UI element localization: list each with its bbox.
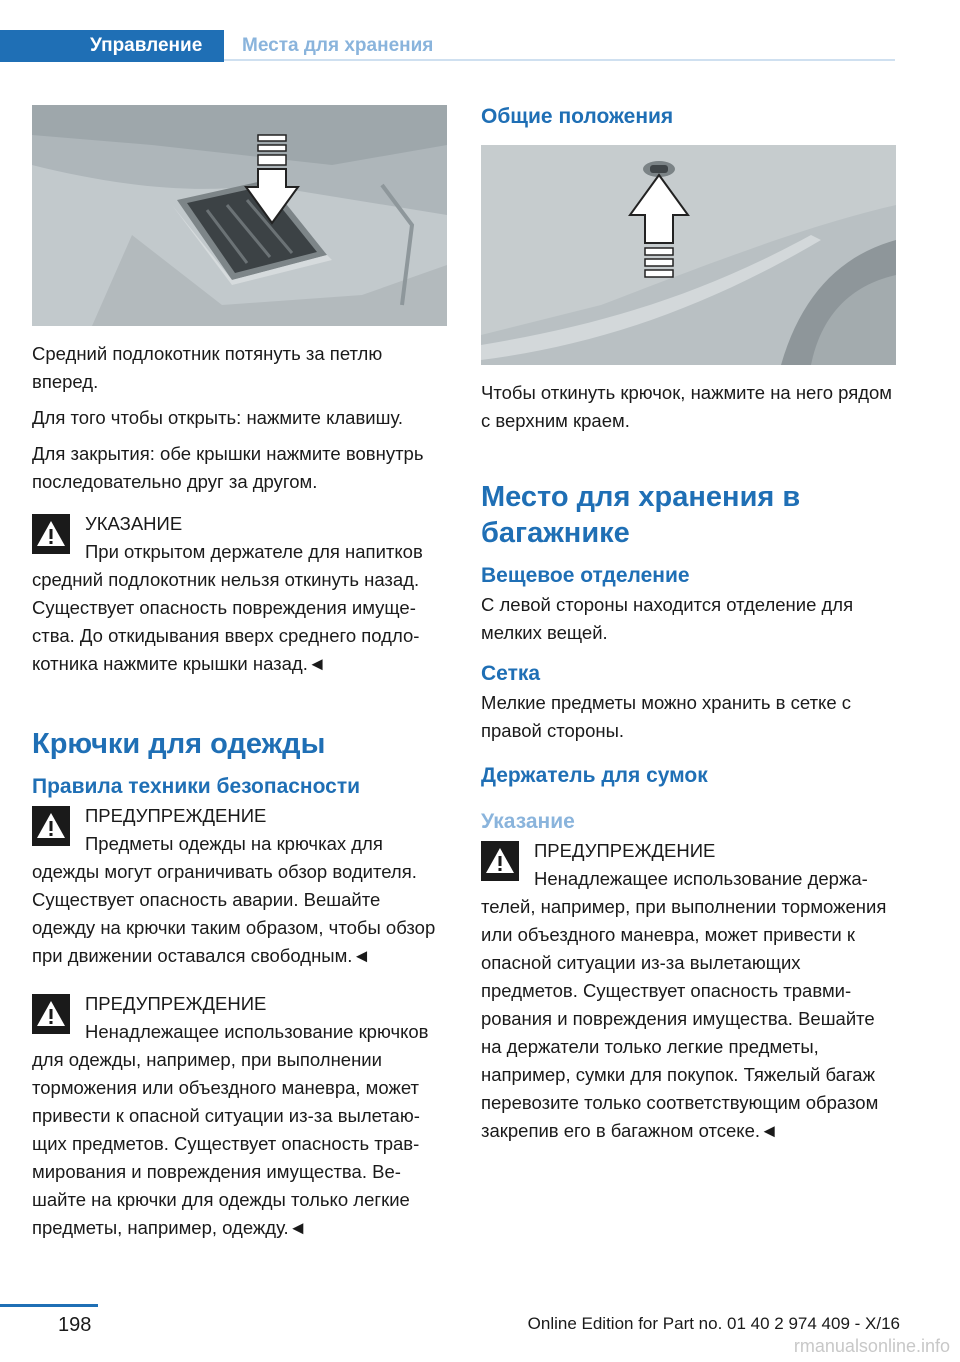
subsection-title: Держатель для сумок (481, 764, 708, 787)
warning-box (32, 802, 447, 970)
note-text: При открытом держателе для напитков средний подлокотник нельзя откинуть назад. Существует опасность повреждения имущества. До откидывания вверх среднего подлокотника нажмите крышки назад.◄ (32, 541, 423, 674)
paragraph: Чтобы откинуть крючок, нажмите на него рядом с верхним краем. (481, 382, 893, 431)
warning-text: Ненадлежащее использование крючков для одежды, например, при выполнении торможения или объездного маневра, может привести к опасной ситуации из-за вылетающих предметов. Существует опасность травмирования и повреждения имущества. Вешайте на крючки для одежды только легкие предметы, например, одежду.◄ (32, 1021, 429, 1238)
tab-controls: Управление (0, 30, 224, 62)
warning-icon (32, 806, 70, 846)
paragraph: Для закрытия: обе крышки нажмите вовнутрь последовательно друг за другом. (32, 443, 424, 492)
edition-text: Online Edition for Part no. 01 40 2 974 409 - X/16 (527, 1314, 900, 1333)
warning-box (32, 990, 447, 1242)
tab-storage: Места для хранения (242, 35, 434, 56)
warning-text: Ненадлежащее использование держателей, например, при выполнении торможения или объездного маневра, может привести к опасной ситуации из-за вылетающих предметов. Существует опасность травмирования и повреждения имущества. Вешайте на держатели только легкие предметы, например, сумки для покупок. Тяжелый багаж перевозите только соответствующим образом закрепив его в багажном отсеке.◄ (481, 868, 887, 1141)
note-heading: Указание (481, 810, 575, 833)
paragraph: Мелкие предметы можно хранить в сетке с правой стороны. (481, 692, 852, 741)
warning-label: ПРЕДУПРЕЖДЕНИЕ (85, 805, 267, 826)
header-rule (224, 59, 895, 61)
right-column (481, 105, 896, 1145)
subsection-title: Правила техники безопасности (32, 775, 361, 798)
armrest-figure (32, 105, 447, 326)
warning-icon (32, 994, 70, 1034)
watermark: rmanualsonline.info (793, 1336, 950, 1356)
warning-text: Предметы одежды на крючках для одежды могут ограничивать обзор водителя. Существует опасность аварии. Вешайте одежду на крючки таким образом, чтобы обзор при движении оставался свободным.◄ (32, 833, 436, 966)
subsection-title: Вещевое отделение (481, 564, 690, 587)
subsection-title: Сетка (481, 662, 541, 685)
coat-hook-figure (481, 145, 896, 365)
paragraph: Для того чтобы открыть: нажмите клавишу. (32, 407, 404, 428)
warning-box (481, 837, 896, 1145)
page-number: 198 (58, 1314, 92, 1336)
section-title: Место для хранения в багажнике (481, 481, 801, 549)
paragraph: Средний подлокотник потянуть за петлю вперед. (32, 343, 383, 392)
warning-label: ПРЕДУПРЕЖДЕНИЕ (85, 993, 267, 1014)
section-title: Крючки для одежды (32, 728, 326, 760)
note-label: УКАЗАНИЕ (85, 513, 183, 534)
subsection-title: Общие положения (481, 105, 674, 128)
note-box (32, 510, 447, 678)
warning-label: ПРЕДУПРЕЖДЕНИЕ (534, 840, 716, 861)
warning-icon (481, 841, 519, 881)
footer-rule (0, 1304, 98, 1307)
page-header (0, 30, 895, 62)
left-column (32, 105, 447, 1242)
paragraph: С левой стороны находится отделение для мелких вещей. (481, 594, 854, 643)
warning-icon (32, 514, 70, 554)
